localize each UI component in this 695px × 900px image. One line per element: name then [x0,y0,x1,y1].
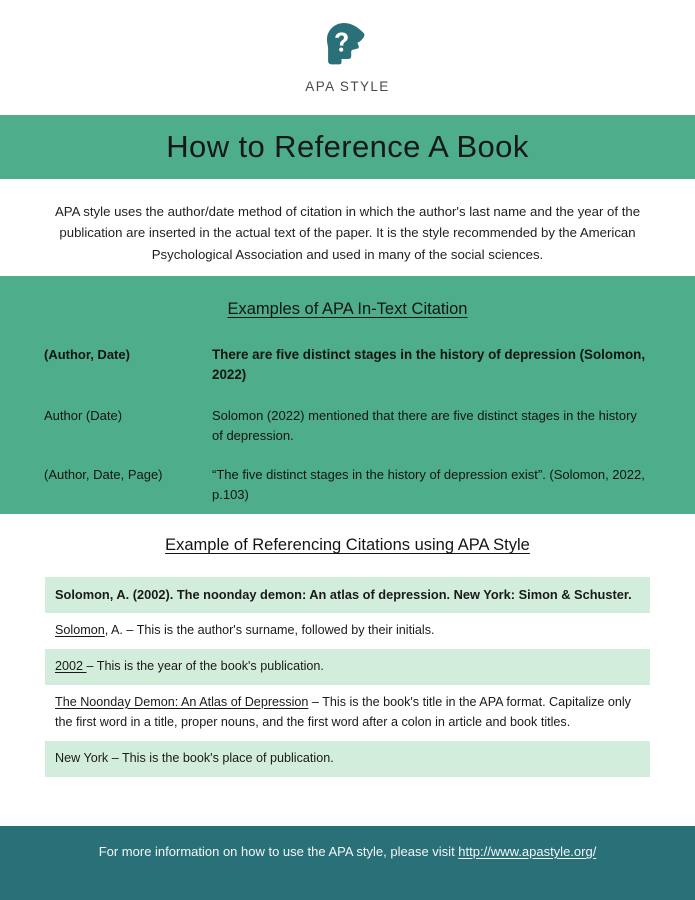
list-item [45,577,650,613]
list-item [45,685,650,741]
reference-explanation: – This is the book's title in the APA format. Capitalize only the first word in a title, proper nouns, and the first word after a colon in article and book titles. [55,695,631,729]
table-row [44,345,651,406]
in-text-section-heading: Examples of APA In-Text Citation [227,300,468,318]
reference-full-citation: Solomon, A. (2002). The noonday demon: An atlas of depression. New York: Simon & Schuster. [55,587,632,602]
logo-header [0,0,695,115]
reference-breakdown-list [45,577,650,777]
page-title: How to Reference A Book [166,129,529,164]
reference-term: Solomon [55,623,105,638]
apa-style-link[interactable]: http://www.apastyle.org/ [458,844,597,859]
logo-wordmark: APA STYLE [305,79,390,94]
citation-example-value: There are five distinct stages in the history of depression (Solomon, 2022) [212,347,646,383]
footer-message: For more information on how to use the APA style, please visit [98,844,459,859]
list-item [45,613,650,649]
reference-explanation: , A. – This is the author's surname, followed by their initials. [104,623,435,638]
reference-explanation: – This is the year of the book's publication. [86,659,324,674]
title-band [0,115,695,179]
table-row [44,406,651,466]
citation-format-label: (Author, Date) [44,347,130,362]
reference-term: 2002 [55,659,87,674]
head-question-mark-icon [322,21,374,69]
list-item [45,649,650,685]
citation-example-value: Solomon (2022) mentioned that there are five distinct stages in the history of depression. [212,407,637,443]
in-text-citation-table [44,345,651,525]
footer-text-wrapper [99,844,597,859]
citation-example-value: “The five distinct stages in the history of depression exist”. (Solomon, 2022, p.103) [212,467,645,502]
footer-band [0,826,695,900]
reference-term: The Noonday Demon: An Atlas of Depression [55,695,309,709]
citation-format-label: Author (Date) [44,407,123,423]
reference-explanation: New York – This is the book's place of publication. [55,750,334,765]
referencing-section-heading: Example of Referencing Citations using APA Style [165,536,530,554]
in-text-citation-section [0,276,695,514]
referencing-section [0,514,695,826]
list-item [45,741,650,777]
citation-format-label: (Author, Date, Page) [44,467,163,483]
intro-paragraph: APA style uses the author/date method of citation in which the author's last name and the year of the publication are inserted in the actual text of the paper. It is the style recommended by the American Psychological Association and used in many of the social sciences. [0,179,695,276]
